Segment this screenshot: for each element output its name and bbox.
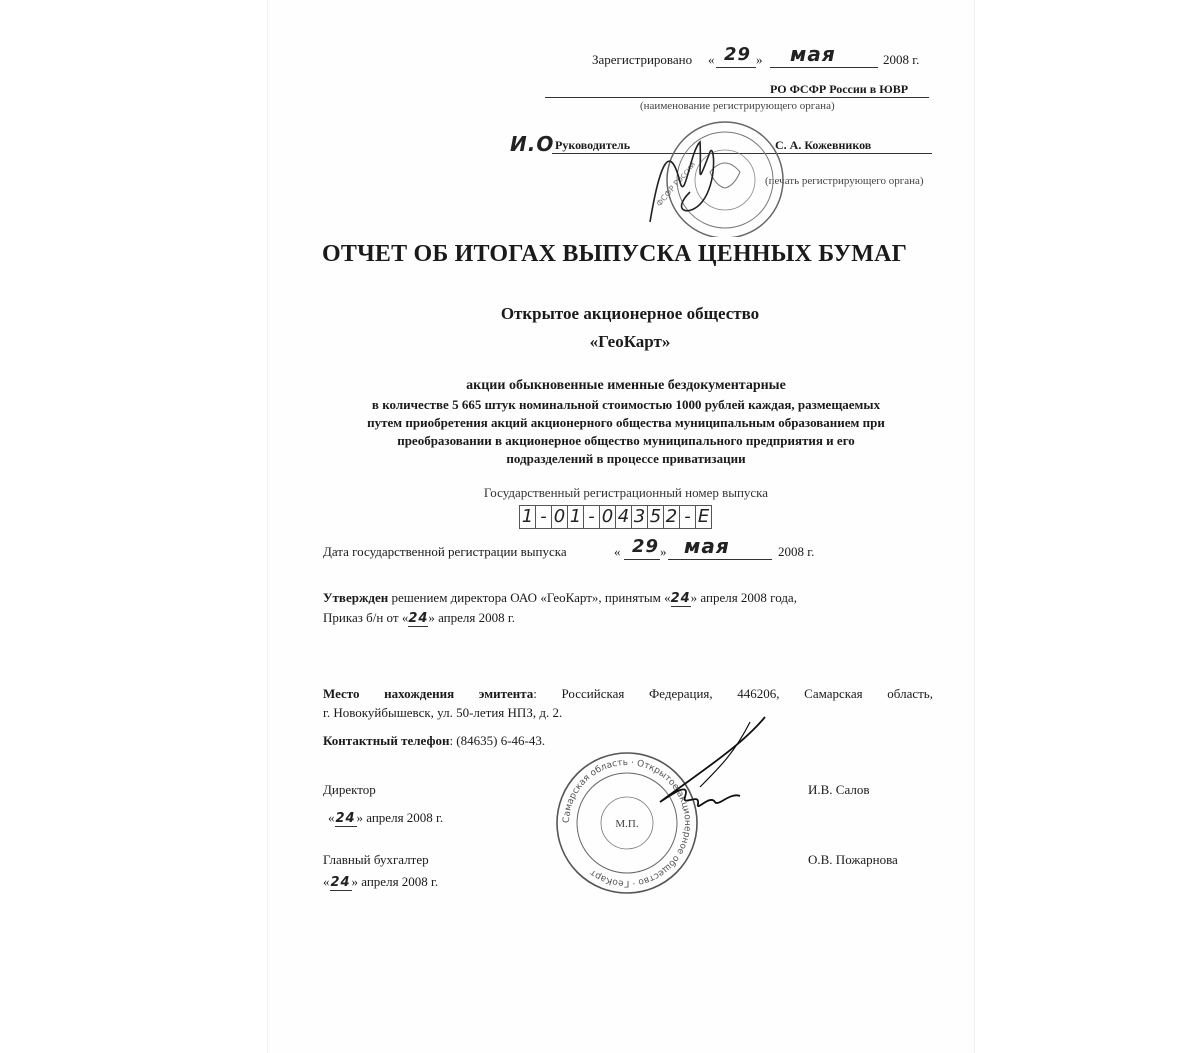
phone-bold: Контактный телефон [323, 733, 450, 748]
phone-text: : (84635) 6-46-43. [449, 733, 546, 748]
reg-number-char: 0 [551, 505, 568, 529]
reg-number-char: 5 [647, 505, 664, 529]
reg-number-char: 1 [567, 505, 584, 529]
registered-day-line [716, 67, 756, 68]
reg-number-char: - [679, 505, 696, 529]
registered-month-line [770, 67, 878, 68]
accountant-date-open: « [323, 874, 330, 889]
reg-number-char: 0 [599, 505, 616, 529]
authority-caption: (наименование регистрирующего органа) [640, 100, 835, 112]
director-title: Директор [323, 782, 376, 797]
securities-line2: в количестве 5 665 штук номинальной стоимостью 1000 рублей каждая, размещаемых [371, 397, 881, 412]
company-line2: «ГеоКарт» [589, 332, 671, 351]
director-signature [640, 712, 780, 822]
location-line1 [323, 686, 933, 702]
phone-line [323, 733, 545, 749]
accountant-title: Главный бухгалтер [323, 852, 429, 867]
accountant-date-rest: » апреля 2008 г. [351, 874, 439, 889]
director-date-open: « [328, 810, 335, 825]
registered-label: Зарегистрировано [592, 52, 693, 67]
reg-number-char: 4 [615, 505, 632, 529]
svg-text:ФСФР России: ФСФР России [654, 159, 698, 209]
order-text-a: Приказ б/н от « [323, 610, 409, 625]
approval-line [323, 590, 797, 607]
registered-month: мая [790, 42, 836, 66]
reg-number-char: - [583, 505, 600, 529]
reg-date-open-quote: « [614, 544, 621, 559]
seal-caption: (печать регистрирующего органа) [765, 175, 924, 187]
head-name: С. А. Кожевников [775, 138, 872, 152]
registered-day: 29 [724, 44, 752, 65]
reg-number-label: Государственный регистрационный номер выпуска [483, 485, 769, 500]
approval-text-a: решением директора ОАО «ГеоКарт», принятым « [388, 590, 671, 605]
reg-date-month: мая [684, 534, 730, 558]
reg-date-close-quote: » [660, 544, 667, 559]
registered-year: 2008 г. [883, 52, 920, 67]
company-stamp-ring-text: Самарская область · Открытое акционерное общество · ГеоКарт [561, 757, 693, 889]
accountant-date [323, 874, 438, 891]
approval-bold: Утвержден [323, 590, 389, 605]
securities-line5: подразделений в процессе приватизации [506, 451, 746, 466]
approval-day: 24 [670, 591, 691, 606]
authority-line [545, 97, 929, 98]
securities-line4: преобразовании в акционерное общество муниципального предприятия и его [397, 433, 855, 448]
director-date-rest: » апреля 2008 г. [356, 810, 444, 825]
reg-number-char: 2 [663, 505, 680, 529]
approval-text-b: » апреля 2008 года, [690, 590, 797, 605]
location-text: : Российская Федерация, 446206, Самарская область, [533, 686, 933, 701]
registered-close-quote: » [756, 52, 763, 67]
reg-date-month-line [668, 559, 772, 560]
accountant-date-day: 24 [330, 875, 351, 890]
company-stamp-center: М.П. [615, 818, 639, 830]
registered-open-quote: « [708, 52, 715, 67]
head-label: Руководитель [555, 138, 631, 152]
registration-signature [640, 122, 730, 232]
reg-number-char: 3 [631, 505, 648, 529]
order-text-b: » апреля 2008 г. [428, 610, 515, 625]
securities-line3: путем приобретения акций акционерного общества муниципальным образованием при [367, 415, 885, 430]
director-date [328, 810, 443, 827]
location-line2: г. Новокуйбышевск, ул. 50-летия НПЗ, д. 2. [323, 705, 563, 720]
director-name: И.В. Салов [808, 782, 870, 797]
director-date-day: 24 [335, 811, 356, 826]
reg-date-year: 2008 г. [778, 544, 815, 559]
accountant-name: О.В. Пожарнова [808, 852, 898, 867]
order-day: 24 [408, 611, 429, 626]
reg-number-char: - [535, 505, 552, 529]
acting-prefix: И.О [510, 132, 555, 156]
reg-number-char: Е [695, 505, 712, 529]
reg-date-label: Дата государственной регистрации выпуска [323, 544, 567, 559]
securities-line1: акции обыкновенные именные бездокументарные [466, 378, 786, 393]
reg-number-boxes [520, 505, 712, 529]
order-line [323, 610, 515, 627]
reg-number-char: 1 [519, 505, 536, 529]
reg-date-day: 29 [632, 536, 660, 557]
reg-date-day-line [624, 559, 660, 560]
company-line1: Открытое акционерное общество [500, 304, 760, 323]
registration-authority: РО ФСФР России в ЮВР [770, 82, 909, 96]
document-title: ОТЧЕТ ОБ ИТОГАХ ВЫПУСКА ЦЕННЫХ БУМАГ [322, 241, 908, 267]
location-bold: Место нахождения эмитента [323, 686, 534, 701]
